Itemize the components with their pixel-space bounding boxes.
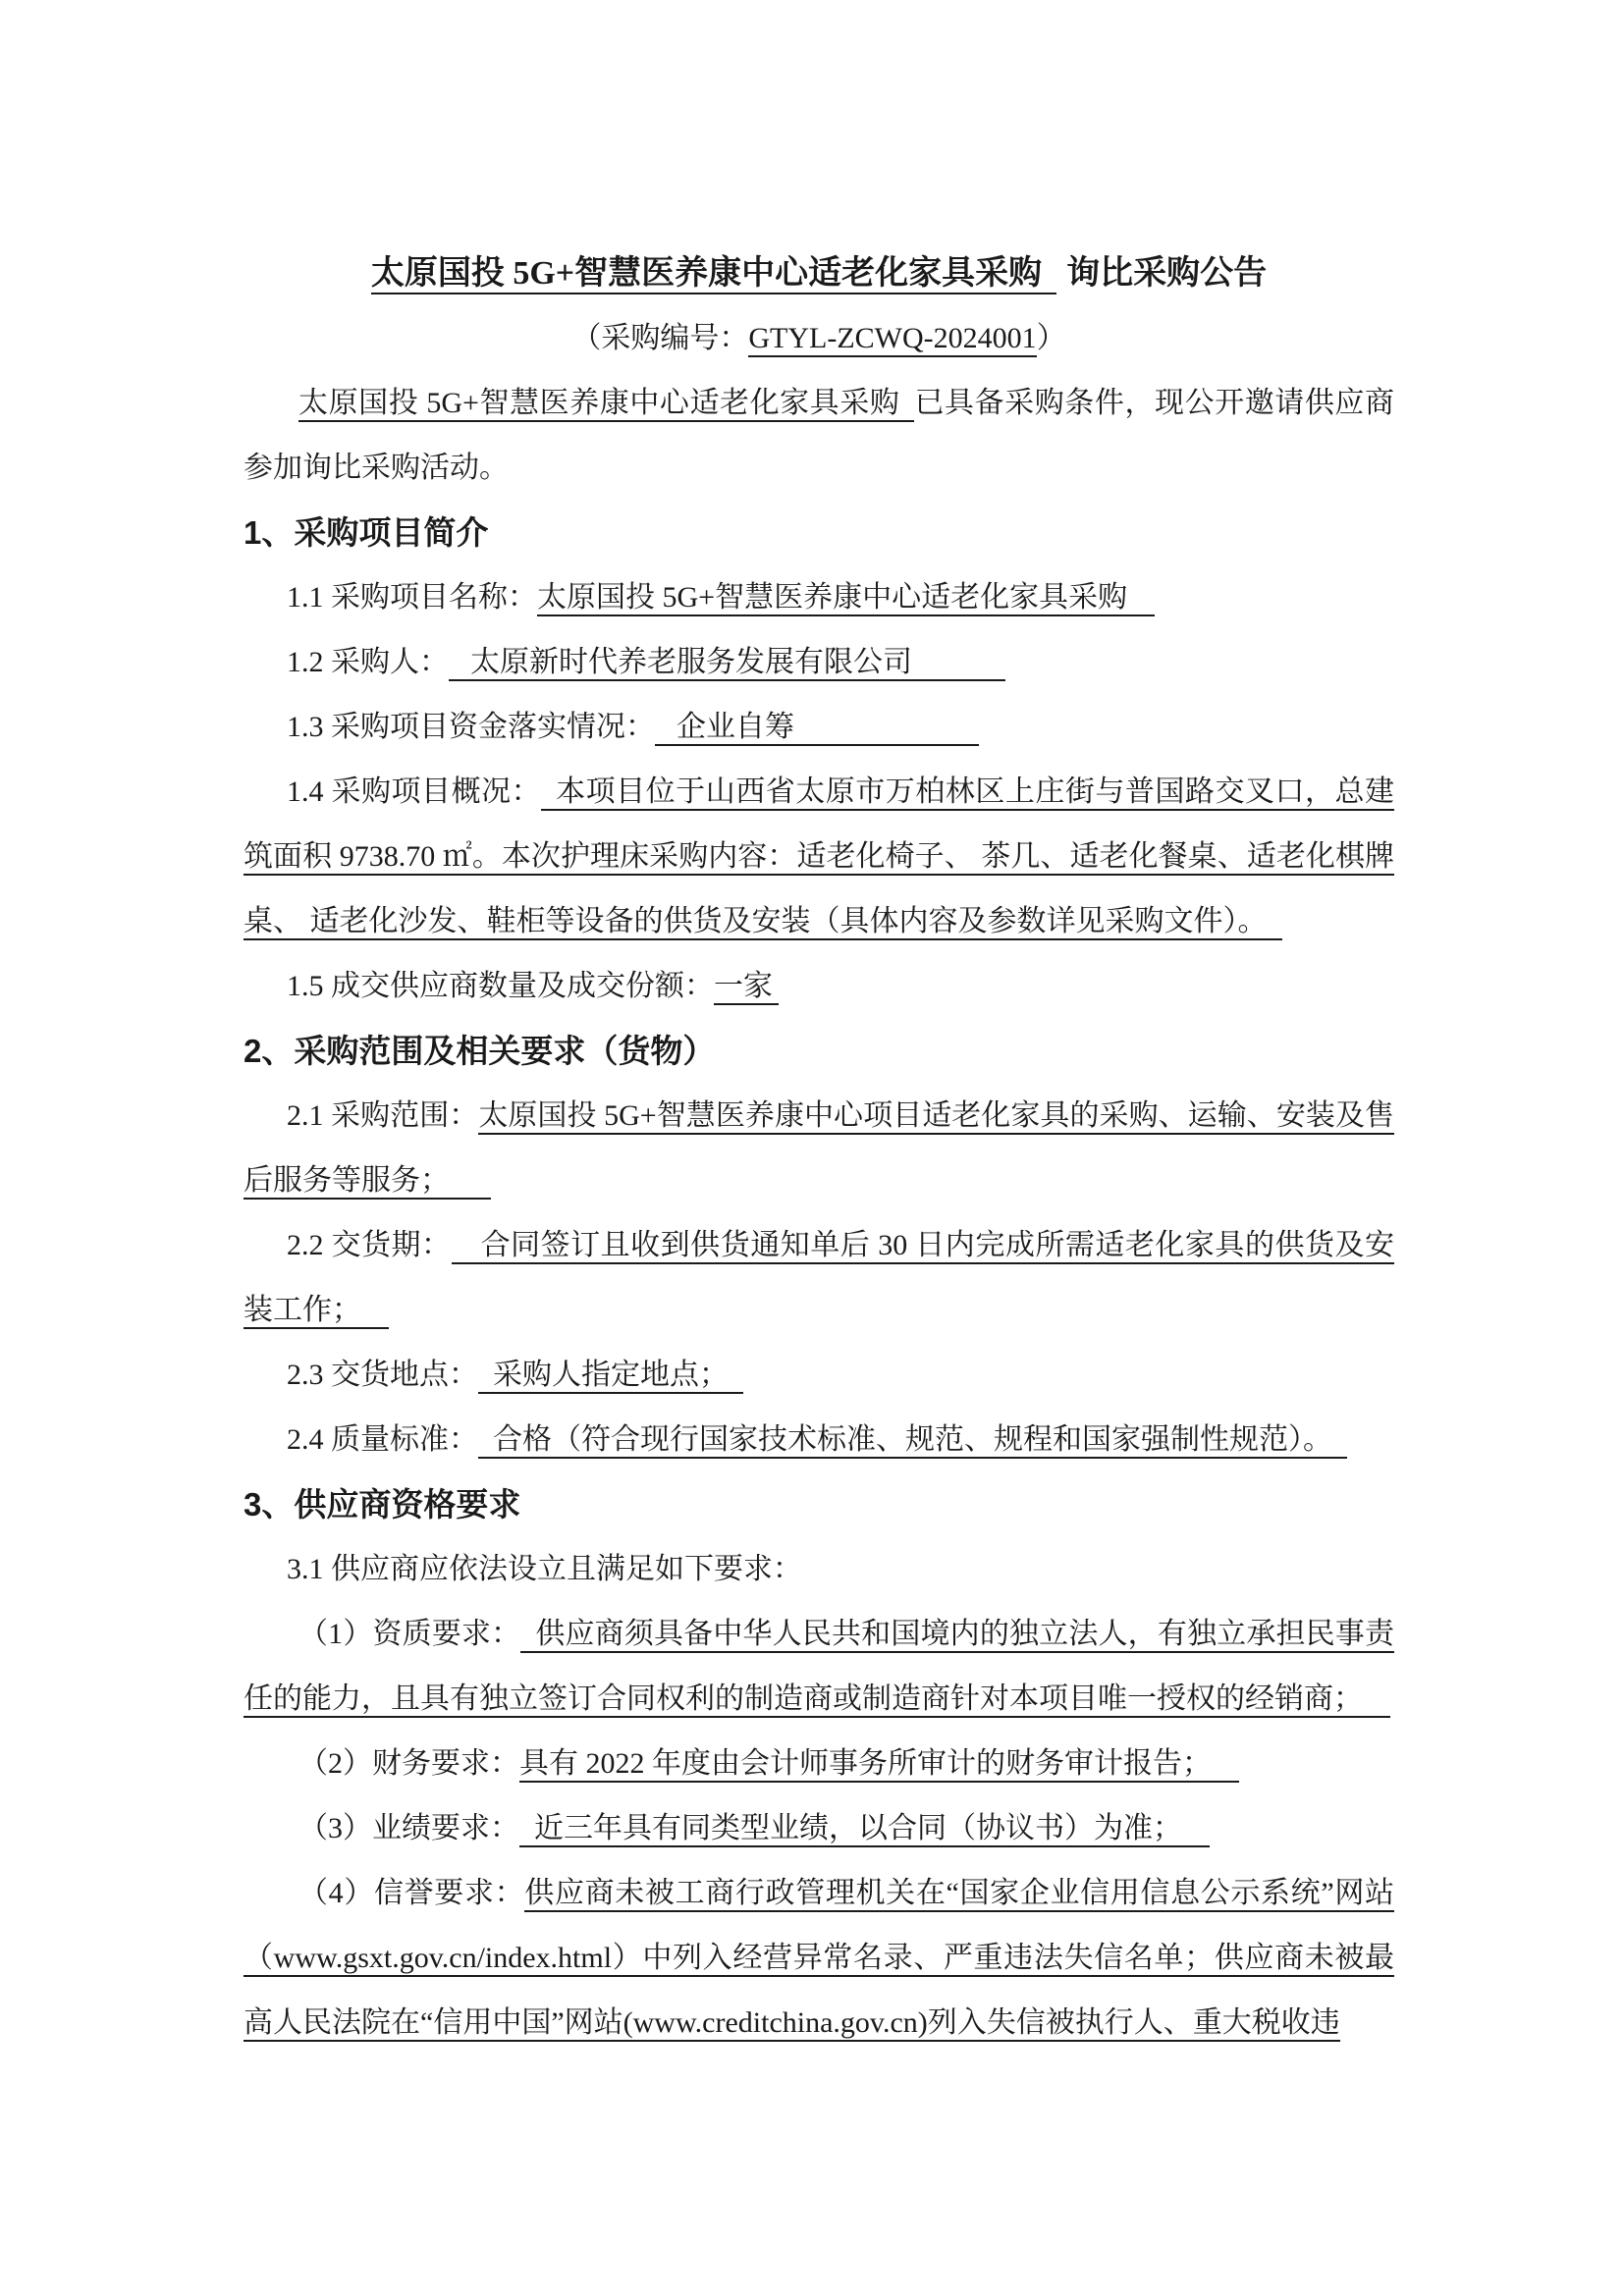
item-2-3 bbox=[244, 1343, 1394, 1408]
section-3-heading: 3、供应商资格要求 bbox=[244, 1486, 521, 1522]
document-title bbox=[244, 241, 1394, 306]
requirement-2-financial bbox=[244, 1732, 1394, 1796]
item-2-4-value: 合格（符合现行国家技术标准、规范、规程和国家强制性规范）。 bbox=[478, 1423, 1347, 1459]
item-2-3-value: 采购人指定地点； bbox=[478, 1359, 743, 1394]
item-2-3-label: 2.3 交货地点： bbox=[287, 1359, 478, 1391]
section-1-heading: 1、采购项目简介 bbox=[244, 514, 489, 551]
procurement-number-prefix: （采购编号： bbox=[571, 322, 749, 354]
intro-paragraph bbox=[244, 371, 1394, 501]
item-1-3 bbox=[244, 695, 1394, 760]
procurement-number-line bbox=[244, 306, 1394, 371]
item-2-4-label: 2.4 质量标准： bbox=[287, 1423, 478, 1456]
item-1-1-value: 太原国投 5G+智慧医养康中心适老化家具采购 bbox=[537, 581, 1155, 616]
item-2-2-value: 合同签订且收到供货通知单后 30 日内完成所需适老化家具的供货及安装工作； bbox=[244, 1229, 1394, 1329]
intro-rest: 已具备采购条件，现公开邀请供应商参加询比采购活动。 bbox=[244, 387, 1394, 484]
item-1-2-value: 太原新时代养老服务发展有限公司 bbox=[449, 646, 1005, 681]
item-2-1-label: 2.1 采购范围： bbox=[287, 1099, 479, 1132]
item-2-1 bbox=[244, 1084, 1394, 1213]
section-2-heading: 2、采购范围及相关要求（货物） bbox=[244, 1033, 716, 1069]
item-2-4 bbox=[244, 1408, 1394, 1472]
item-2-1-value: 太原国投 5G+智慧医养康中心项目适老化家具的采购、运输、安装及售后服务等服务； bbox=[244, 1099, 1394, 1200]
intro-project-name: 太原国投 5G+智慧医养康中心适老化家具采购 bbox=[298, 387, 914, 422]
requirement-4-value: 供应商未被工商行政管理机关在“国家企业信用信息公示系统”网站（www.gsxt.gov.cn/index.html）中列入经营异常名录、严重违法失信名单；供应商未被最高人民法院在“信用中国”网站(www.creditchina.gov.cn)列入失信被执行人、重大税收违 bbox=[244, 1877, 1394, 2042]
requirement-1-value: 供应商须具备中华人民共和国境内的独立法人，有独立承担民事责任的能力，且具有独立签订合同权利的制造商或制造商针对本项目唯一授权的经销商； bbox=[244, 1618, 1394, 1718]
item-1-3-label: 1.3 采购项目资金落实情况： bbox=[287, 711, 655, 743]
item-1-4-value: 本项目位于山西省太原市万柏林区上庄街与普国路交叉口，总建筑面积 9738.70 ㎡。本次护理床采购内容：适老化椅子、 茶几、适老化餐桌、适老化棋牌桌、 适老化沙发、鞋柜等设备的供货及安装（具体内容及参数详见采购文件）。 bbox=[244, 775, 1394, 940]
procurement-number-close: ） bbox=[1036, 322, 1066, 354]
item-3-1: 3.1 供应商应依法设立且满足如下要求： bbox=[287, 1553, 802, 1585]
item-1-4 bbox=[244, 760, 1394, 954]
requirement-3-value: 近三年具有同类型业绩，以合同（协议书）为准； bbox=[519, 1812, 1210, 1847]
requirement-4-label: （4）信誉要求： bbox=[298, 1877, 525, 1909]
item-2-2-label: 2.2 交货期： bbox=[287, 1229, 452, 1261]
title-project-name: 太原国投 5G+智慧医养康中心适老化家具采购 bbox=[371, 255, 1056, 294]
requirement-1-label: （1）资质要求： bbox=[298, 1618, 521, 1650]
requirement-3-performance bbox=[244, 1796, 1394, 1861]
procurement-number: GTYL-ZCWQ-2024001 bbox=[748, 322, 1036, 357]
item-1-5-value: 一家 bbox=[714, 970, 779, 1005]
item-1-1 bbox=[244, 565, 1394, 630]
requirement-2-label: （2）财务要求： bbox=[298, 1747, 519, 1780]
item-1-5 bbox=[244, 954, 1394, 1019]
requirement-1-qualification bbox=[244, 1602, 1394, 1732]
item-1-5-label: 1.5 成交供应商数量及成交份额： bbox=[287, 970, 714, 1002]
item-1-2 bbox=[244, 630, 1394, 695]
requirement-4-credit bbox=[244, 1861, 1394, 2056]
item-1-2-label: 1.2 采购人： bbox=[287, 646, 449, 678]
item-1-4-label: 1.4 采购项目概况： bbox=[287, 775, 542, 808]
requirement-3-label: （3）业绩要求： bbox=[298, 1812, 519, 1844]
item-1-1-label: 1.1 采购项目名称： bbox=[287, 581, 537, 614]
requirement-2-value: 具有 2022 年度由会计师事务所审计的财务审计报告； bbox=[519, 1747, 1239, 1783]
item-1-3-value: 企业自筹 bbox=[655, 711, 979, 746]
item-2-2 bbox=[244, 1213, 1394, 1343]
title-suffix: 询比采购公告 bbox=[1066, 255, 1268, 292]
